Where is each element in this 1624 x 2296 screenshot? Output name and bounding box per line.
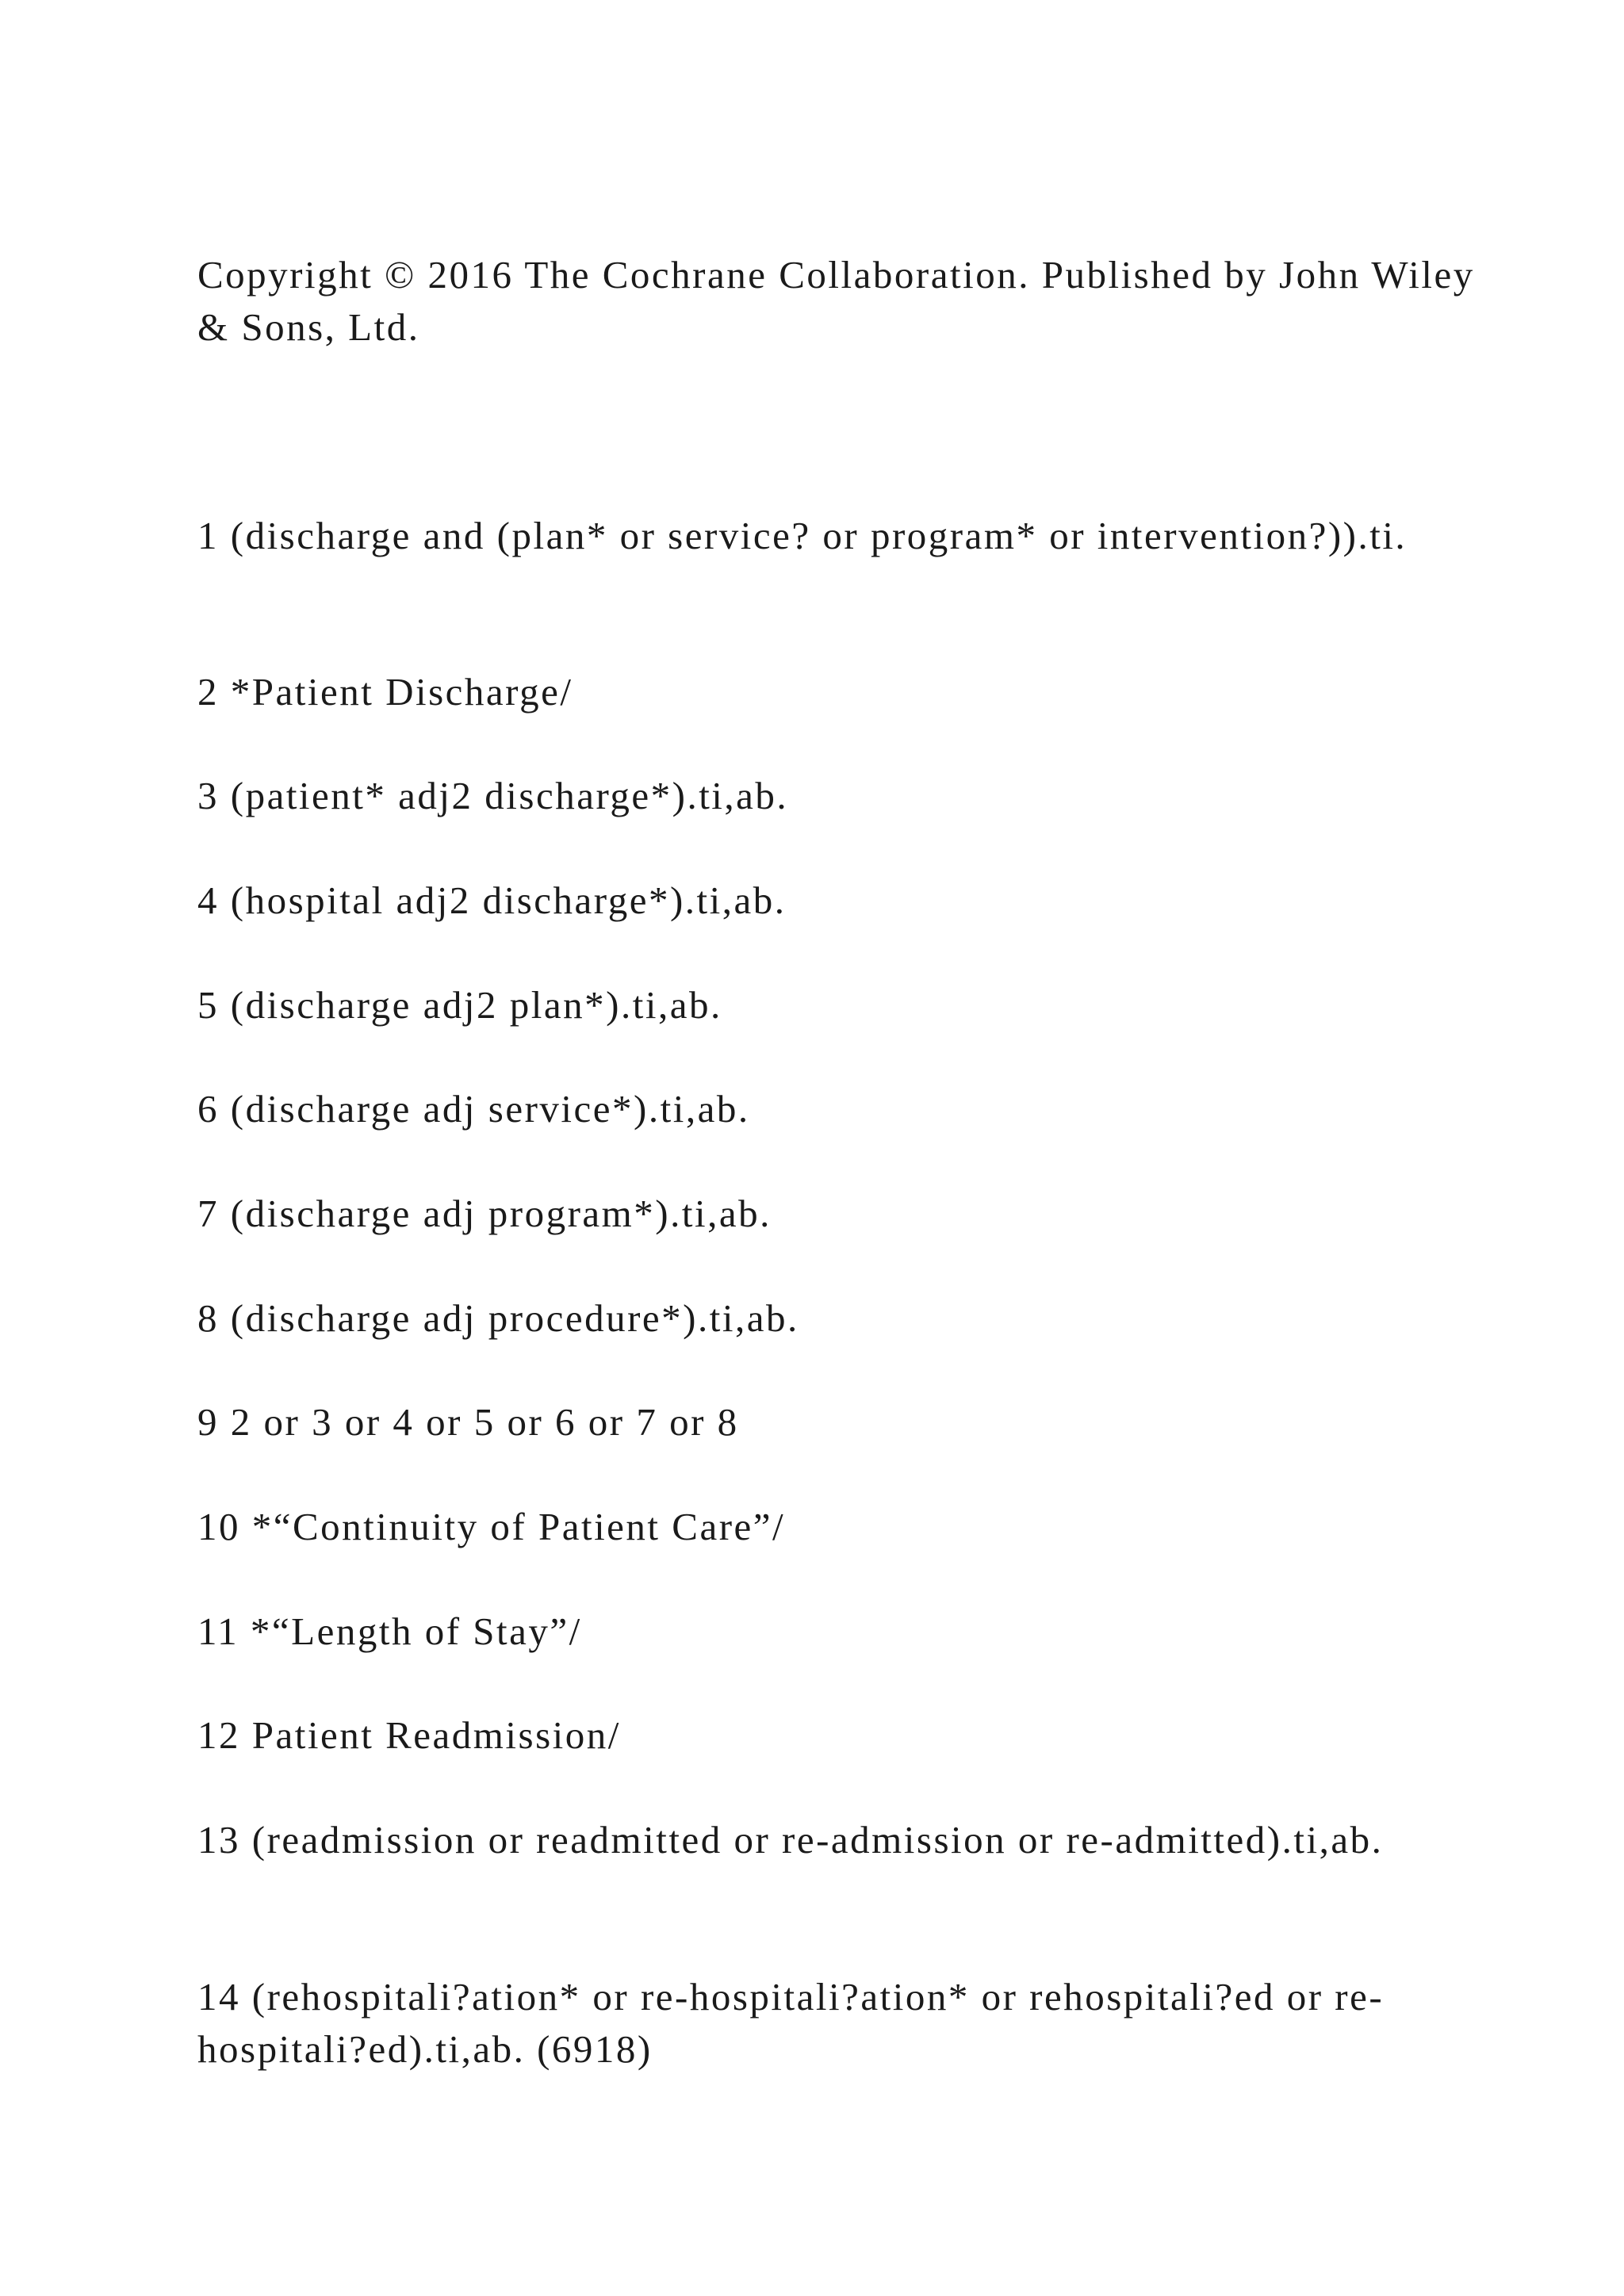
- search-line-8: 8 (discharge adj procedure*).ti,ab.: [197, 1296, 799, 1340]
- search-line-1: 1 (discharge and (plan* or service? or program* or intervention?)).ti.: [197, 514, 1408, 557]
- search-line-12: 12 Patient Readmission/: [197, 1713, 621, 1757]
- search-line-14: 14 (rehospitali?ation* or re-hospitali?ation* or rehospitali?ed or re-hospitali?ed).ti,ab. (6918): [197, 1975, 1385, 2071]
- search-line-6: 6 (discharge adj service*).ti,ab.: [197, 1087, 750, 1131]
- search-line-10: 10 *“Continuity of Patient Care”/: [197, 1505, 786, 1548]
- search-line-5: 5 (discharge adj2 plan*).ti,ab.: [197, 983, 722, 1027]
- copyright-notice: Copyright © 2016 The Cochrane Collaboration. Published by John Wiley & Sons, Ltd.: [197, 253, 1475, 349]
- search-line-4: 4 (hospital adj2 discharge*).ti,ab.: [197, 878, 787, 922]
- search-line-3: 3 (patient* adj2 discharge*).ti,ab.: [197, 774, 789, 817]
- search-line-2: 2 *Patient Discharge/: [197, 670, 573, 714]
- search-line-7: 7 (discharge adj program*).ti,ab.: [197, 1192, 772, 1235]
- search-line-13: 13 (readmission or readmitted or re-admission or re-admitted).ti,ab.: [197, 1818, 1384, 1862]
- search-line-9: 9 2 or 3 or 4 or 5 or 6 or 7 or 8: [197, 1400, 739, 1444]
- search-line-11: 11 *“Length of Stay”/: [197, 1609, 582, 1653]
